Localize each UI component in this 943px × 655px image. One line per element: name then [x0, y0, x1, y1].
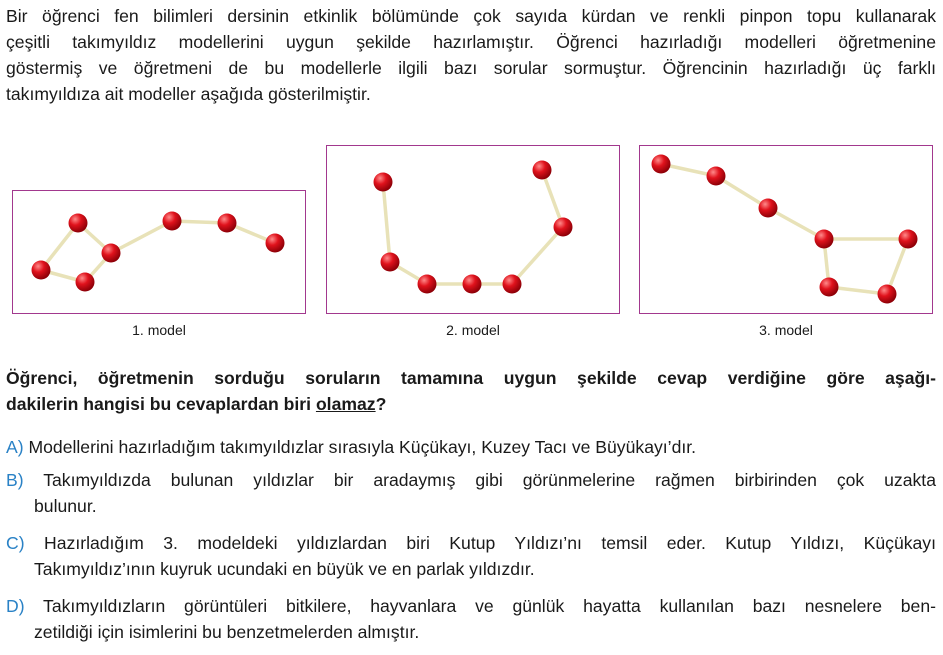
intro-line: Bir öğrenci fen bilimleri dersinin etkinlik bölümünde çok sayıda kürdan ve renkli pinpon topu kullanarak [6, 6, 936, 26]
option-c-letter: C) [6, 533, 25, 553]
star-ball [69, 214, 88, 233]
model-1-frame [12, 190, 306, 314]
star-ball [533, 161, 552, 180]
option-c[interactable] [6, 530, 936, 582]
option-a-letter: A) [6, 437, 24, 457]
option-a-text: Modellerini hazırladığım takımyıldızlar sırasıyla Küçükayı, Kuzey Tacı ve Büyükayı’dır. [28, 437, 697, 457]
star-ball [815, 230, 834, 249]
intro-line: çeşitli takımyıldız modellerini uygun şekilde hazırlamıştır. Öğrenci hazırladığı modelleri öğretmenine [6, 32, 936, 52]
negative-keyword: olamaz [315, 394, 376, 414]
option-b[interactable] [6, 467, 936, 519]
model-1-caption: 1. model [132, 322, 186, 338]
option-c-line-1 [6, 530, 936, 556]
star-ball [463, 275, 482, 294]
model-2-frame [326, 145, 620, 314]
option-d-line-2: zetildiği için isimlerini bu benzetmelerden almıştır. [34, 622, 420, 642]
model-2-illustration [327, 146, 621, 315]
star-ball [652, 155, 671, 174]
question-mark: ? [375, 394, 387, 414]
star-ball [554, 218, 573, 237]
star-ball [759, 199, 778, 218]
star-ball [32, 261, 51, 280]
option-d-line-1 [6, 593, 936, 619]
model-3-frame [639, 145, 933, 314]
option-b-letter: B) [6, 470, 24, 490]
option-d-letter: D) [6, 596, 25, 616]
star-ball [707, 167, 726, 186]
star-ball [266, 234, 285, 253]
star-ball [878, 285, 897, 304]
star-ball [418, 275, 437, 294]
intro-line: göstermiş ve öğretmeni de bu modellerle ilgili bazı sorular sormuştur. Öğrencinin hazırladığı üç farklı [6, 58, 936, 78]
model-2-caption: 2. model [446, 322, 500, 338]
star-ball [218, 214, 237, 233]
model-1-illustration [13, 191, 307, 315]
option-b-text: Takımyıldızda bulunan yıldızlar bir aradaymış gibi görünmelerine rağmen birbirinden çok uzakta [43, 470, 936, 490]
question-line-2-prefix: dakilerin hangisi bu cevaplardan biri [6, 394, 316, 414]
star-ball [163, 212, 182, 231]
intro-line: takımyıldıza ait modeller aşağıda gösterilmiştir. [6, 84, 371, 104]
star-ball [381, 253, 400, 272]
question-line-1: Öğrenci, öğretmenin sorduğu soruların tamamına uygun şekilde cevap verdiğine göre aşağı- [6, 368, 936, 388]
star-ball [820, 278, 839, 297]
question-line-2 [6, 391, 936, 417]
star-ball [76, 273, 95, 292]
model-3-caption: 3. model [759, 322, 813, 338]
star-ball [503, 275, 522, 294]
option-d-text: Takımyıldızların görüntüleri bitkilere, hayvanlara ve günlük hayatta kullanılan bazı nesnelere ben- [43, 596, 936, 616]
question-stem [6, 365, 936, 417]
star-ball [899, 230, 918, 249]
option-a-line-1 [6, 434, 936, 460]
intro-paragraph [6, 3, 936, 107]
option-b-line-1 [6, 467, 936, 493]
option-d[interactable] [6, 593, 936, 645]
star-ball [374, 173, 393, 192]
model-3-illustration [640, 146, 934, 315]
option-b-line-2: bulunur. [34, 496, 97, 516]
option-a[interactable] [6, 434, 936, 460]
star-ball [102, 244, 121, 263]
option-c-text: Hazırladığım 3. modeldeki yıldızlardan biri Kutup Yıldızı’nı temsil eder. Kutup Yıldızı, Küçükayı [44, 533, 936, 553]
option-c-line-2: Takımyıldız’ının kuyruk ucundaki en büyük ve en parlak yıldızdır. [34, 559, 535, 579]
